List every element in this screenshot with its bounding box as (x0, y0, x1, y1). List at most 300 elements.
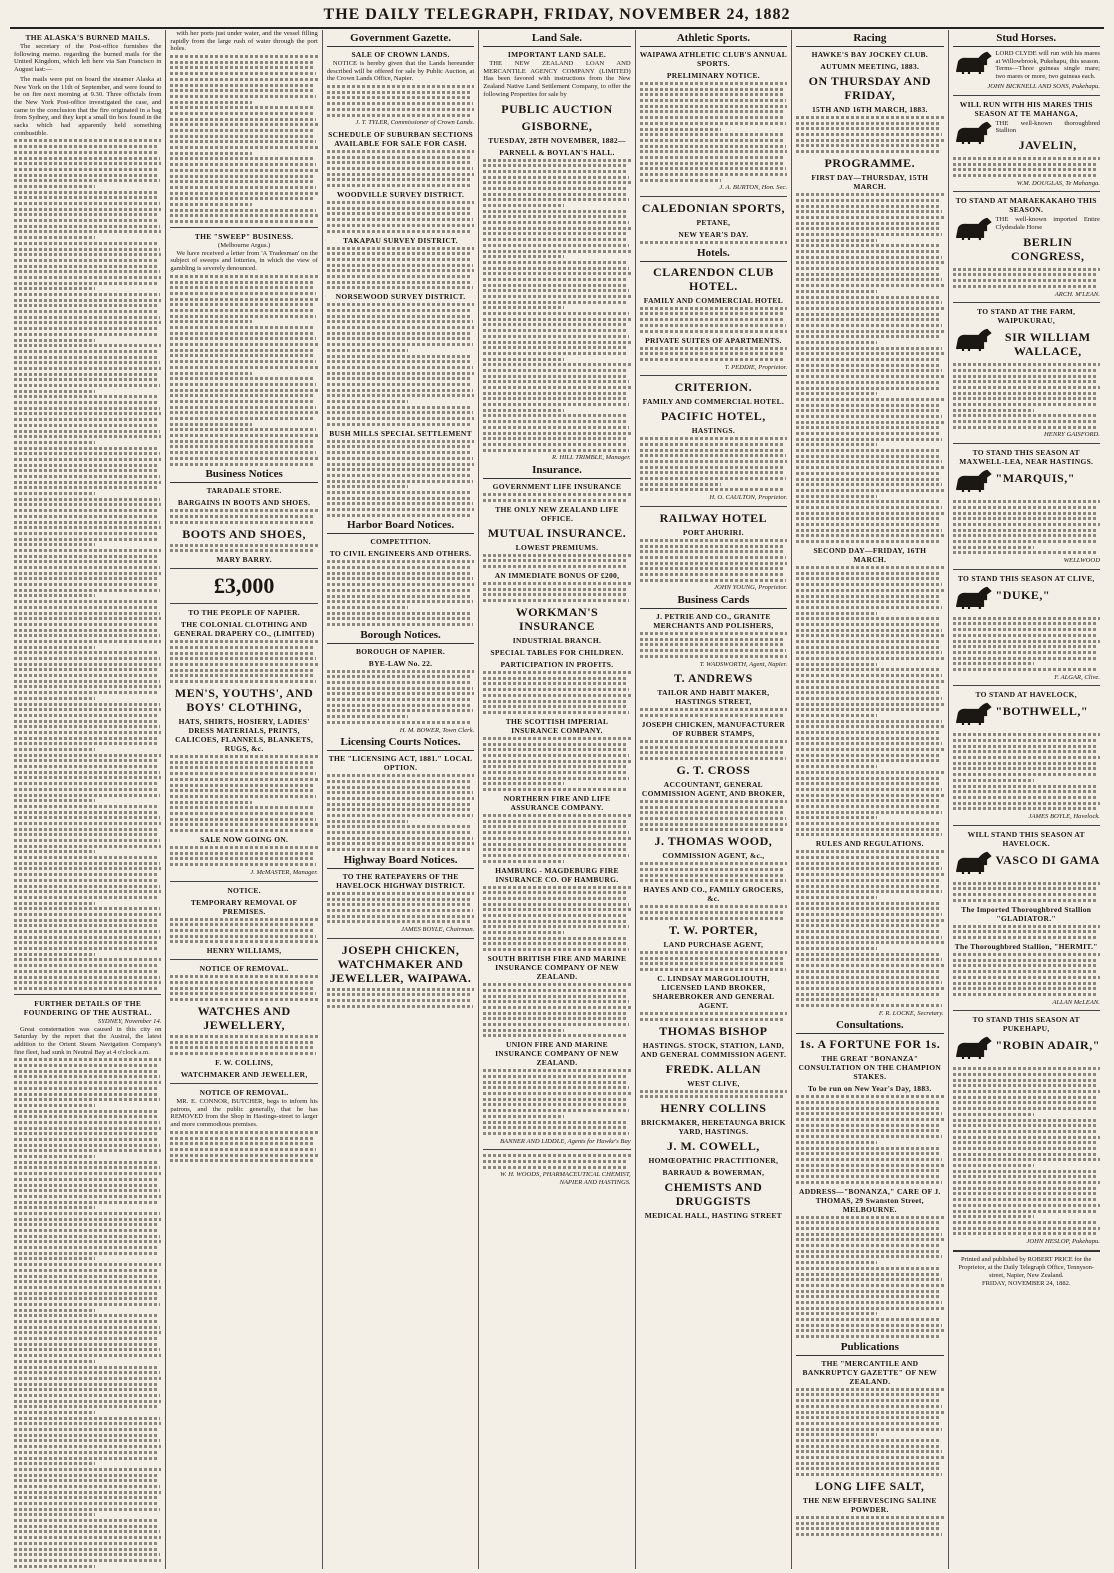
text-line (327, 993, 470, 996)
text-line (483, 386, 630, 389)
text-line (14, 1155, 95, 1158)
text-line (953, 375, 1097, 378)
text-line (796, 296, 940, 299)
text-line (14, 1331, 161, 1334)
text-line (953, 174, 1099, 177)
text-line (796, 210, 942, 213)
text-line (327, 589, 470, 592)
text-line (796, 936, 942, 939)
text-line (796, 284, 943, 287)
text-line (14, 219, 158, 222)
text-line (14, 703, 160, 706)
text-line (796, 273, 940, 276)
text-line (14, 1320, 158, 1323)
text-line (483, 403, 629, 406)
text-line (14, 913, 161, 916)
text-line (327, 389, 473, 392)
ad-heading: ACCOUNTANT, GENERAL COMMISSION AGENT, AND BROKER, (641, 779, 785, 798)
text-line (953, 397, 1097, 400)
text-line (483, 682, 627, 685)
text-line (796, 1227, 940, 1230)
text-line (170, 812, 314, 815)
text-line (14, 543, 95, 546)
text-line (640, 806, 783, 809)
section-heading: Highway Board Notices. (327, 854, 474, 869)
text-line (796, 595, 939, 598)
ad-title: J. THOMAS WOOD, (654, 834, 773, 849)
text-line (170, 123, 317, 126)
text-line (483, 843, 626, 846)
ad-title: BOOTS AND SHOES, (182, 526, 306, 541)
horse-icon (953, 50, 993, 80)
text-line (640, 751, 784, 754)
text-line (953, 517, 1099, 520)
text-line (14, 418, 157, 421)
text-line (483, 375, 627, 378)
text-line (640, 466, 783, 469)
text-line (170, 772, 316, 775)
text-line (170, 389, 317, 392)
text-line (327, 377, 470, 380)
text-line (483, 1154, 630, 1157)
text-line (953, 1164, 1034, 1167)
text-line (640, 449, 784, 452)
ad-signature: MARY BARRY. (216, 555, 272, 565)
text-line (14, 509, 157, 512)
text-line (170, 337, 316, 340)
text-line (483, 232, 626, 235)
text-line (14, 560, 158, 563)
text-line (14, 486, 157, 489)
text-line (14, 1519, 157, 1522)
text-line (483, 449, 629, 452)
text-line (640, 917, 784, 920)
text-line (170, 175, 313, 178)
text-line (327, 595, 471, 598)
text-line (170, 411, 317, 414)
column-2 (166, 30, 322, 1569)
ad-heading: JOSEPH CHICKEN, MANUFACTURER OF RUBBER STAMPS, (641, 719, 786, 738)
text-line (796, 1233, 942, 1236)
text-line (483, 198, 629, 201)
text-line (14, 725, 160, 728)
text-line (796, 449, 939, 452)
text-line (14, 833, 158, 836)
text-line (14, 168, 157, 171)
text-line (483, 760, 630, 763)
text-block (483, 886, 630, 952)
text-line (796, 364, 940, 367)
text-line (796, 150, 940, 153)
text-line (14, 367, 161, 370)
text-line (796, 1216, 943, 1219)
text-line (483, 170, 627, 173)
text-line (14, 401, 158, 404)
ad-heading: TO STAND THIS SEASON AT MAXWELL-LEA, NEAR HASTINGS. (959, 448, 1094, 467)
text-line (14, 196, 158, 199)
text-line (796, 205, 940, 208)
text-line (483, 358, 564, 361)
ad-signature: JOHN YOUNG, Proprietor. (714, 584, 788, 592)
text-line (483, 204, 564, 207)
text-line (483, 903, 629, 906)
text-line (796, 686, 939, 689)
text-block (483, 1154, 630, 1168)
article-text: The mails were put on board the steamer Alaska at New York on the 11th of September, and were found to be on fire next morning at 9.30. Three officials from the New York Post-office investigated the case, and came to the conclusion that the fire originated in a bag from Sydney, and they kept a small tin box found in the sacks which had apparently held something combustible. (14, 75, 162, 137)
horse-icon (953, 850, 993, 880)
text-line (170, 84, 313, 87)
ad-signature: JOHN BICKNELL AND SONS, Pukehapu. (987, 82, 1100, 90)
ad-heading: NOTICE OF REMOVAL. (199, 964, 289, 974)
text-line (483, 318, 630, 321)
text-line (953, 1227, 1100, 1230)
text-line (14, 754, 161, 757)
text-line (953, 953, 1100, 956)
text-line (483, 181, 630, 184)
text-line (796, 742, 942, 745)
text-line (483, 363, 630, 366)
text-line (170, 789, 314, 792)
ad-signature: F. ALGAR, Clive. (1054, 673, 1100, 681)
text-line (483, 312, 629, 315)
text-line (796, 634, 943, 637)
text-line (14, 816, 160, 819)
text-line (796, 267, 939, 270)
text-line (170, 320, 251, 323)
section-heading: Consultations. (796, 1019, 943, 1034)
ad-heading: HASTINGS. (691, 426, 736, 436)
ad-heading: J. PETRIE AND CO., GRANITE MERCHANTS AND POLISHERS, (653, 612, 774, 631)
text-line (796, 313, 939, 316)
text-line (14, 253, 161, 256)
text-block (640, 437, 787, 491)
text-line (796, 629, 942, 632)
ad-title: CALEDONIAN SPORTS, (641, 201, 786, 216)
text-line (14, 1263, 161, 1266)
text-line (14, 771, 160, 774)
text-line (14, 356, 158, 359)
text-block (796, 193, 943, 543)
text-line (796, 987, 943, 990)
text-line (14, 1218, 161, 1221)
text-line (14, 435, 161, 438)
text-line (483, 908, 630, 911)
ad-heading: TARADALE STORE. (206, 486, 282, 496)
section-heading: Government Gazette. (327, 32, 474, 47)
text-line (483, 820, 626, 823)
text-line (170, 186, 316, 189)
text-block (640, 307, 787, 333)
text-line (796, 998, 877, 1001)
text-line (483, 1086, 629, 1089)
text-line (640, 757, 786, 760)
text-line (327, 417, 474, 420)
text-line (953, 1175, 1099, 1178)
text-line (796, 347, 942, 350)
ad-title: HENRY COLLINS (660, 1101, 767, 1116)
text-line (796, 890, 942, 893)
text-line (796, 606, 942, 609)
text-line (327, 343, 473, 346)
text-line (796, 409, 940, 412)
ad-heading: WILL RUN WITH HIS MARES THIS SEASON AT TE MAHANGA, (959, 99, 1093, 118)
text-line (14, 936, 161, 939)
text-line (14, 475, 160, 478)
text-line (640, 307, 787, 310)
schedule-table (327, 150, 474, 187)
text-line (327, 207, 470, 210)
text-line (796, 239, 877, 242)
text-line (14, 1206, 95, 1209)
text-line (14, 503, 161, 506)
text-line (796, 1335, 939, 1338)
text-line (170, 298, 317, 301)
ad-signature: R. HILL TRIMBLE, Manager. (552, 454, 631, 462)
text-line (796, 788, 942, 791)
ad-heading: COMMISSION AGENT, &c., (662, 851, 765, 861)
text-line (953, 380, 1099, 383)
text-line (796, 833, 942, 836)
text-line (796, 133, 942, 136)
text-line (14, 1485, 160, 1488)
text-line (796, 1445, 940, 1448)
text-line (796, 708, 939, 711)
text-block (483, 493, 630, 502)
text-line (796, 1388, 943, 1391)
columns (10, 30, 1104, 1569)
text-line (14, 765, 158, 768)
text-line (14, 327, 157, 330)
text-line (483, 554, 630, 557)
text-line (327, 275, 470, 278)
text-line (170, 423, 251, 426)
text-line (483, 409, 564, 412)
text-line (14, 1457, 158, 1460)
text-line (953, 1096, 1096, 1099)
ad-heading: GOVERNMENT LIFE INSURANCE (492, 481, 622, 491)
text-line (14, 799, 95, 802)
text-line (14, 270, 160, 273)
ad-title: FREDK. ALLAN (665, 1061, 762, 1076)
ad-heading: TO STAND AT THE FARM, WAIPUKURAU, (977, 307, 1076, 326)
text-line (483, 1126, 627, 1129)
text-line (953, 993, 1099, 996)
text-line (953, 512, 1097, 515)
text-line (170, 918, 317, 921)
section-heading: Insurance. (483, 464, 630, 479)
text-line (14, 1366, 158, 1369)
text-line (14, 987, 157, 990)
article-heading: THE ALASKA'S BURNED MAILS. (25, 33, 150, 42)
text-line (14, 259, 157, 262)
text-line (796, 640, 939, 643)
ad-heading: BUSH MILLS SPECIAL SETTLEMENT (329, 428, 472, 438)
ad-title: CRITERION. (674, 380, 753, 395)
ad-heading: BOROUGH OF NAPIER. (356, 646, 446, 656)
text-line (14, 526, 161, 529)
text-line (483, 295, 630, 298)
text-line (953, 893, 1097, 896)
text-line (14, 629, 158, 632)
text-line (170, 72, 316, 75)
ad-title: T. ANDREWS (674, 671, 753, 686)
text-line (796, 1301, 942, 1304)
text-line (170, 377, 314, 380)
section-heading: Publications (796, 1341, 943, 1356)
text-line (14, 879, 158, 882)
text-line (483, 559, 626, 562)
ad-title: "DUKE," (995, 587, 1051, 602)
text-line (640, 567, 783, 570)
text-line (796, 404, 939, 407)
ad-title: MUTUAL INSURANCE. (487, 525, 627, 540)
ad-heading: PRELIMINARY NOTICE. (666, 71, 760, 80)
ad-heading: HAWKE'S BAY JOCKEY CLUB. (811, 50, 929, 59)
text-line (796, 1307, 943, 1310)
text-line (170, 863, 316, 866)
text-line (953, 157, 1100, 160)
text-line (483, 788, 626, 791)
text-line (170, 852, 313, 855)
text-line (14, 316, 160, 319)
text-line (14, 1166, 160, 1169)
ad-heading: SALE OF CROWN LANDS. (351, 50, 450, 59)
text-line (796, 227, 940, 230)
ad-signature: JAMES BOYLE, Havelock. (1028, 812, 1100, 820)
text-line (796, 1107, 940, 1110)
text-line (14, 1098, 160, 1101)
text-line (953, 529, 1096, 532)
ad-heading: IMPORTANT LAND SALE. (507, 50, 607, 59)
text-line (640, 874, 784, 877)
text-line (796, 116, 943, 119)
text-line (14, 293, 160, 296)
text-line (170, 1052, 316, 1055)
text-line (796, 964, 943, 967)
text-line (953, 1090, 1100, 1093)
text-line (796, 1238, 943, 1241)
text-block (640, 951, 787, 971)
text-line (483, 1115, 564, 1118)
text-line (953, 882, 1100, 885)
text-line (796, 472, 939, 475)
text-line (14, 839, 160, 842)
text-line (640, 879, 786, 882)
text-line (327, 715, 408, 718)
text-line (14, 947, 158, 950)
text-line (327, 320, 473, 323)
text-block (170, 918, 317, 944)
text-line (796, 958, 942, 961)
text-line (14, 981, 161, 984)
text-line (796, 703, 943, 706)
ad-signature: HENRY WILLIAMS, (206, 946, 282, 956)
section-heading: Hotels. (640, 247, 787, 262)
text-line (14, 498, 160, 501)
text-line (14, 1400, 161, 1403)
text-line (14, 1326, 160, 1329)
text-line (796, 307, 943, 310)
text-line (796, 1101, 939, 1104)
ad-title: MEN'S, YOUTHS', AND BOYS' CLOTHING, (174, 686, 314, 715)
text-line (796, 199, 939, 202)
text-line (640, 241, 787, 244)
text-line (170, 680, 316, 683)
ad-signature: F. W. COLLINS, (215, 1058, 274, 1068)
text-line (953, 1215, 1034, 1218)
text-line (327, 687, 473, 690)
text-line (327, 451, 471, 454)
text-line (796, 748, 943, 751)
text-line (796, 1129, 940, 1132)
text-line (953, 1136, 1100, 1139)
text-line (640, 443, 783, 446)
text-line (14, 663, 161, 666)
text-line (14, 139, 161, 142)
text-line (14, 1075, 160, 1078)
ad-title: "BOTHWELL," (995, 704, 1089, 719)
text-line (953, 634, 1099, 637)
text-line (483, 925, 629, 928)
text-line (14, 1138, 158, 1141)
text-line (170, 95, 316, 98)
text-line (14, 344, 161, 347)
stud-ad (953, 327, 1100, 361)
text-line (953, 970, 1099, 973)
text-line (640, 649, 786, 652)
text-line (327, 797, 474, 800)
text-line (170, 829, 313, 832)
text-line (170, 451, 316, 454)
text-line (170, 417, 313, 420)
text-line (953, 1158, 1100, 1161)
text-line (483, 1109, 629, 1112)
text-line (953, 762, 1096, 765)
text-line (14, 1439, 160, 1442)
text-line (14, 242, 158, 245)
text-line (796, 261, 943, 264)
text-line (170, 521, 314, 524)
text-line (14, 811, 158, 814)
text-block (170, 640, 317, 683)
text-line (170, 935, 316, 938)
text-line (483, 937, 626, 940)
text-line (796, 805, 940, 808)
text-line (953, 273, 1096, 276)
text-line (796, 443, 877, 446)
text-block (953, 268, 1100, 288)
text-line (170, 428, 316, 431)
text-line (483, 705, 627, 708)
text-line (14, 674, 158, 677)
text-line (796, 811, 942, 814)
text-line (14, 1314, 157, 1317)
article-text: MR. E. CONNOR, BUTCHER, begs to inform his patrons, and the public generally, that he has REMOVED from the Shop in Hastings-street to larger and more commodious premises. (170, 1098, 318, 1129)
text-block (640, 632, 787, 658)
text-line (483, 777, 629, 780)
text-line (796, 1393, 939, 1396)
text-line (327, 606, 408, 609)
text-block (483, 814, 630, 863)
text-line (953, 1192, 1097, 1195)
text-block (640, 740, 787, 760)
text-line (170, 78, 317, 81)
text-line (14, 759, 157, 762)
text-line (170, 440, 313, 443)
ad-signature: T. WADSWORTH, Agent, Napier. (699, 660, 788, 668)
text-line (483, 948, 629, 951)
text-line (14, 856, 158, 859)
